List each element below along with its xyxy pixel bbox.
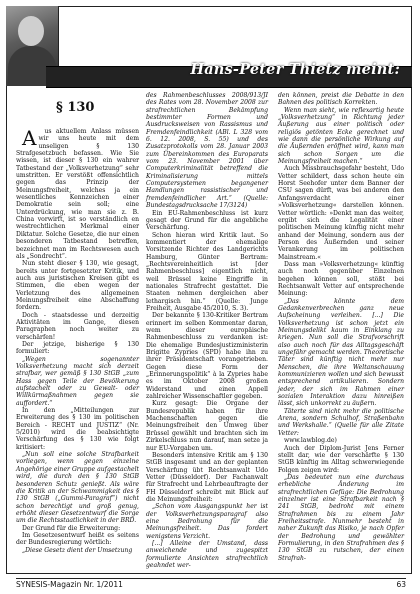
paragraph: Schon hieran wird Kritik laut. So kommentiert der ehemalige Vorsitzende Richter des Landgerichts Hamburg, Günter Bertram: „Rechtsvereinheitlich ist [der Rahmenbeschluss] eigentlich nicht, weil Brüssel keine Eingriffe in nationales Strafrecht gestattet. Die Staaten nehmen dergleichen aber lethargisch hin.“ (Quelle: Junge Freiheit, Ausgabe 45/2010, S. 3). — [146, 231, 268, 312]
paragraph: Ein EU-Rahmenbeschluss ist kurz gesagt der Grund für die angebliche Verschärfung. — [146, 209, 268, 232]
paragraph: Der Grund für die Erweiterung: — [22, 524, 121, 532]
publication-name: SYNESIS-Magazin Nr. 1/2011 — [16, 580, 123, 589]
paragraph: „Das könnte dem Gedankenverbrechen ganz neue Aufscheinung verleihen. [...] Die Volksverhetzung ist schon jetzt ein Meinungsdelikt kaum in Einklang zu kriegen. Nun soll die Strafvorschrift also auch noch für das Alltagsgeschäft ungefähr gemacht werden. Theoretische Täter sind künftig nicht mehr nur Menschen, die ihre Weltanschauung kommunizieren wollen und sich bewusst entsprechend artikulieren. Sondern jeder, der sich im Rahmen einer sozialen Interaktion dazu hinreißen lässt, sich unkorrekt zu äußern. — [278, 297, 404, 408]
paragraph: Besonders intensive Kritik am § 130 StGB insgesamt und an der geplanten Verschärfung übt Rechtsanwalt Udo Vetter (Düsseldorf). Der Fachanwalt für Strafrecht und Lehrbeauftragte der FH Düsseldorf schreibt mit Blick auf die Meinungsfreiheit: — [146, 451, 268, 503]
paragraph: „Das bedeutet nun eine durchaus erhebliche Änderung im strafrechtlichen Gefüge: Die Bedrohung einzelner ist eine Strafbarkeit nach § 241 StGB, bedroht mit einem Strafrahmen bis zu einem Jahr Freiheitsstrafe. Nunmehr besteht in naher Zukunft das Risiko, je nach Opfer der Bedrohung und gewählter Formulierung, in den Strafrahmen des § 130 StGB zu rutschen, der einen Strafrah- — [278, 473, 404, 562]
paragraph: In den „Mitteilungen zur Erweiterung des § 130 im politischen Bereich - RECHT und JUSTIZ“ (Nr. 5/2010) wird die beabsichtigte Verschärfung des § 130 wie folgt kritisiert: — [16, 407, 139, 451]
column-title: Hans-Peter Thietz meint: — [190, 61, 400, 78]
paragraph: Kurz gesagt: Die Organe der Bundesrepublik haben für ihre Machenschaften gegen die Meinungsfreiheit den Umweg über Brüssel gewählt und brachten sich im Zirkelschluss nun darauf, man setze ja nur EU-Vorgaben um. — [146, 400, 268, 452]
paragraph: Der bekannte § 130-Kritiker Bertram erinnert im selben Kommentar daran, wem dieser europäische Rahmenbeschluss zu verdanken ist: Die ehemalige Bundesjustizministerin Brigitte Zypries (SPD) habe ihn zu ihrer Präsidentschaft vorangetrieben. Gegen diese Form der „Erinnerungspolitik“ à la Zypries habe es im Oktober 2008 großen Widerstand und einen Appell zahlreicher Wissenschaftler gegeben. — [146, 312, 268, 401]
paragraph: „Schon vom Ausgangspunkt her ist der Volksverhetzungsparagraf also eine Bedrohung für die Meinungsfreiheit. Das fordert wenigstens Verzicht. — [146, 503, 268, 540]
paragraph: www.lawblog.de) — [284, 437, 337, 445]
paragraph: Aus aktuellem Anlass müssen wir uns heute mit dem unseligen § 130 Strafgesetzbuch befassen. Wie Sie wissen, ist dieser § 130 ein wahrer Tatbestand der „Volksverhetzung“ sehr umstritten. Er verstößt offensichtlich gegen das Prinzip der Meinungsfreiheit, welches ja ein wesentliches Kennzeichen einer Demokratie sein soll; eine Unterdrückung, wie man sie z. B. China vorwirft, ist so verständlich en westrechtlichen Merkmal einer Diktatur. Solche Gesetze, die nur einen besonderen Tatbestand betreffen, bezeichnet man im Rechtswesen auch als „Sondrecht“. — [16, 126, 139, 260]
paragraph: „Diese Gesetz dient der Umsetzung — [22, 546, 133, 554]
page-footer — [16, 578, 406, 591]
paragraph: Nun steht dieser § 130, wie gesagt, bereits unter fortgesetzter Kritik, und auch aus juristischen Kreisen gibt es Stimmen, die eben wegen der Verletzung des allgemeinen Meinungsfreiheit eine Abschaffung fordern. — [16, 260, 139, 312]
paragraph: Im Gesetzesentwurf heißt es seitens der Bundesregierung wörtlich: — [16, 531, 139, 547]
paragraph: Dass man »Volksverhetzung« künftig auch noch gegenüber Einzelnen begehen können soll, stößt bei Rechtsanwalt Vetter auf entsprechende Meinung: — [278, 260, 404, 298]
page-number: 63 — [396, 580, 406, 589]
paragraph: den können, preist die Debatte in den Bahnen des politisch Korrekten. — [278, 92, 404, 107]
text-column-1 — [16, 128, 139, 554]
paragraph: Der jetzige, bisherige § 130 formuliert: — [16, 340, 139, 356]
text-column-2 — [146, 92, 268, 569]
paragraph: Doch - staatsdesse und derzeitig Aktivitäten im Gange, diesen Paragraphen noch weiter zu verschärfen! — [16, 311, 139, 341]
paragraph: „Nun soll eine solche Strafbarkeit vorliegen, wenn gegen einzelne Angehörige einer Gruppe aufgestachelt wird, die durch den § 130 StGB besonderen Schutz genießt. Als wäre die Kritik an der Schwammigkeit des § 130 StGB („Gummi-Paragraf“) nicht schon berechtigt und groß genug, erhöht dieser Gesetzentwurf die Sorge um die Rechtsstaatlichkeit in der BRD. — [16, 451, 139, 525]
paragraph: [...] Alleine der Umstand, dass anweichende und zugespitzt formulierte Ansichten strafrechtlich geahndet wer- — [146, 539, 268, 569]
text-column-3 — [278, 92, 404, 562]
paragraph: Auch Missbrauchsgefahr besteht, Udo Vetter schildert, dass schon heute ein Horst Seehofer unter dem Banner der CSU sagen dürft, was bei anderen den Anfangsverdacht einer »Volksverhetzung« darstellen können. Vetter wörtlich: »Denkt man das weiter, ergibt sich die Legalität einer politischen Meinung künftig nicht mehr anhand der Meinung, sondern aus der Person des Äußernden und seiner Verankerung im politischen Mainstream.« — [278, 165, 404, 261]
paragraph: „Wegen sogenannter Volksverhetzung macht sich derzeit strafbar, wer gemäß § 130 StGB „zum Hass gegen Teile der Bevölkerung aufstachelt oder zu Gewalt- oder Willkürmaßnahmen gegen sie auffordert.“ — [16, 355, 139, 407]
paragraph: Wenn man sieht, wie reflexartig heute „Volksverhetzung“ in Richtung jeder Äußerung aus einer politisch oder religiös getönten Ecke gerechnet und wie dann die persönliche Wirkung auf die Äußernden eröffnet wird, kann man sich schon Sorgen um die Meinungsfreiheit machen.“ — [278, 106, 404, 166]
paragraph: Täterte sind nicht mehr die politische Arena, sondern Schulhof, Straßenbahn und Werkshalle.“ (Quelle für alle Zitate Vetter: — [278, 407, 404, 437]
paragraph: Auch der Diplom-Jurist Jens Ferner stellt dar, wie der verschärfte § 130 StGB künftig im Alltag schwerwiegende Folgen zeigen wird: — [278, 444, 404, 474]
section-heading: § 130 — [56, 100, 95, 115]
paragraph: des Rahmenbeschlusses 2008/913/JI des Rates vom 28. November 2008 zur strafrechtlichen Bekämpfung bestimmter Formen und Ausdrucksweisen von Rassismus und Fremdenfeindlichkeit (ABl. L 328 vom 6. 12. 2008, S. 55) und des Zusatzprotokolls vom 28. Januar 2003 zum Übereinkommen des Europarats vom 23. November 2001 über Computerkriminalität betreffend die Kriminalisierung mittels Computersystemen begangener Handlungen rassistischer und fremdenfeindlicher Art.“ (Quelle: Bundestagsdrucksache 17/3124) — [146, 92, 268, 210]
